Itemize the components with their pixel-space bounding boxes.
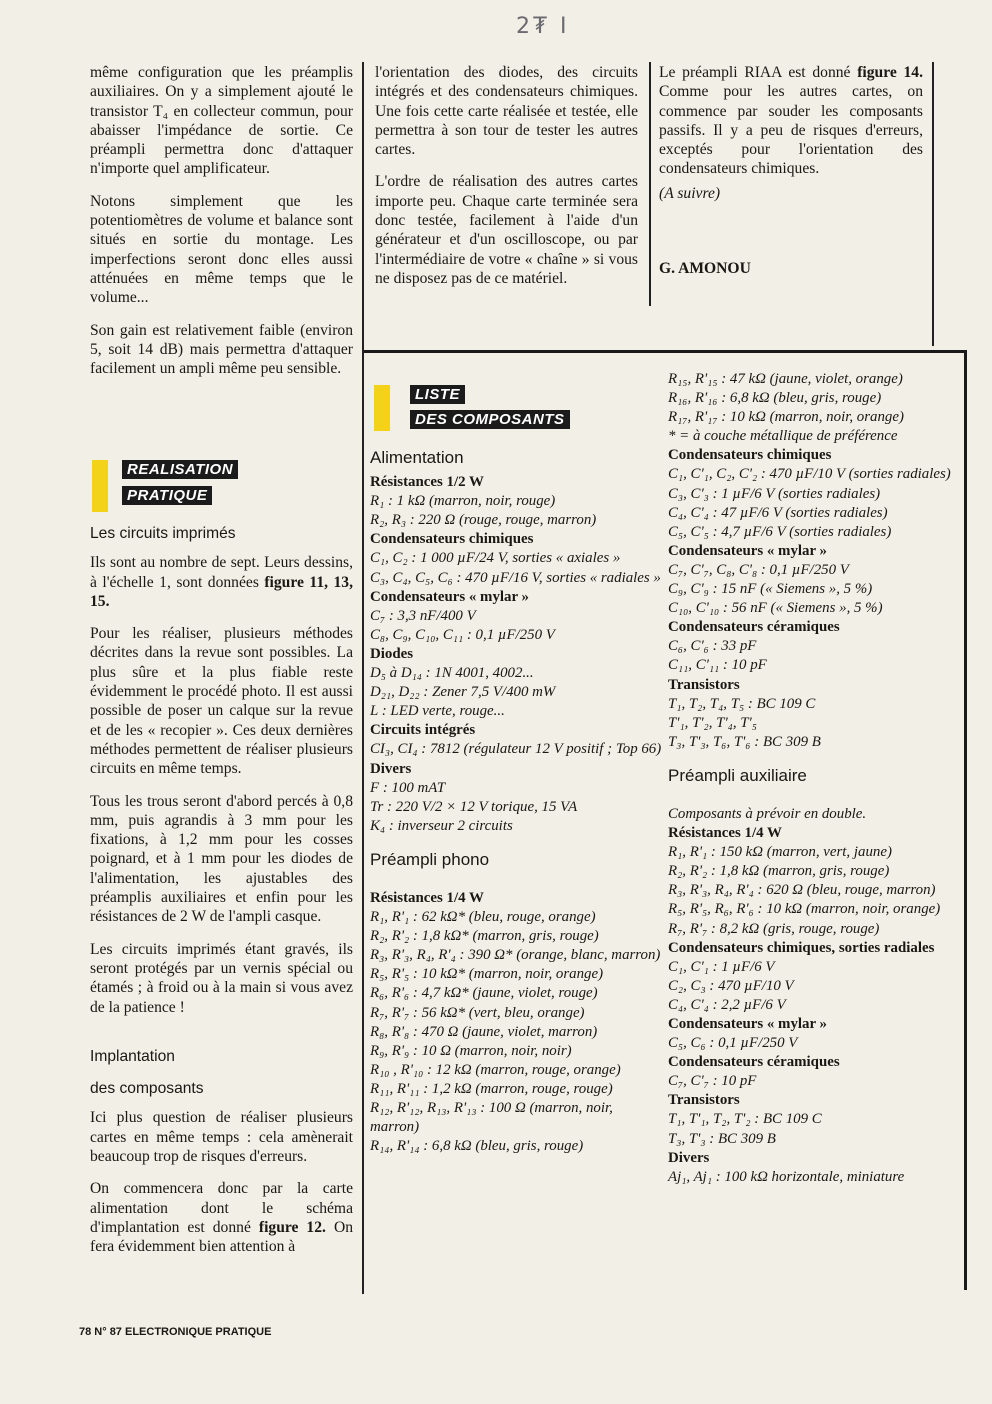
component-entry: C₆, C'₆ : 33 pF bbox=[668, 638, 757, 655]
page-footer: 78 N° 87 ELECTRONIQUE PRATIQUE bbox=[79, 1326, 272, 1338]
component-entry: R₁₅, R'₁₅ : 47 kΩ (jaune, violet, orange) bbox=[668, 371, 903, 387]
component-entry: R₁₀ , R'₁₀ : 12 kΩ (marron, rouge, orange) bbox=[370, 1061, 621, 1078]
component-entry: L : LED verte, rouge... bbox=[370, 703, 505, 720]
column-rule-3 bbox=[932, 62, 934, 346]
component-entry: C₄, C'₄ : 2,2 µF/6 V bbox=[668, 996, 786, 1013]
figure-reference: figure 11, 13, 15. bbox=[90, 573, 353, 610]
heading-accent-bar bbox=[92, 460, 108, 512]
component-entry: * = à couche métallique de préférence bbox=[668, 428, 898, 445]
component-entry: R₃, R'₃, R₄, R'₄ : 620 Ω (bleu, rouge, marron) bbox=[668, 882, 936, 899]
component-category: Condensateurs céramiques bbox=[668, 619, 840, 636]
component-category: Condensateurs « mylar » bbox=[668, 1016, 827, 1032]
paragraph bbox=[659, 63, 923, 179]
paragraph: l'orientation des diodes, des circuits intégrés et des condensateurs chimiques. Une fois cette carte réalisée et testée, elle permettra à son tour de tester les autres cartes. bbox=[375, 64, 638, 159]
component-entry: T₁, T'₁, T₂, T'₂ : BC 109 C bbox=[668, 1111, 822, 1128]
list-spacer bbox=[668, 752, 964, 766]
component-entry: C₁, C'₁, C₂, C'₂ : 470 µF/10 V (sorties radiales) bbox=[668, 466, 951, 483]
component-entry: R₃, R'₃, R₄, R'₄ : 390 Ω* (orange, blanc, marron) bbox=[370, 947, 661, 964]
to-be-continued: (A suivre) bbox=[659, 184, 721, 202]
component-entry: C₇, C'₇, C₈, C'₈ : 0,1 µF/250 V bbox=[668, 561, 849, 578]
component-entry: C₂, C₃ : 470 µF/10 V bbox=[668, 977, 794, 994]
heading-line-2: DES COMPOSANTS bbox=[410, 410, 570, 429]
component-entry: C₅, C'₅ : 4,7 µF/6 V (sorties radiales) bbox=[668, 523, 892, 540]
author-signature: G. AMONOU bbox=[659, 260, 751, 278]
component-category: Transistors bbox=[668, 1092, 740, 1109]
component-category: Condensateurs chimiques bbox=[370, 531, 534, 548]
paragraph: Pour les réaliser, plusieurs méthodes décrites dans la revue sont possibles. La plus sûre et la plus fiable reste évidemment le procédé photo. Il est aussi possible de poser un calque sur la revue et de les « recopier ». Ces deux dernières méthodes permettent de réaliser plusieurs circuits en même temps. bbox=[90, 625, 353, 778]
paragraph-text: On commencera donc par la carte alimentation dont le schéma d'implantation est donné bbox=[90, 1180, 353, 1236]
component-entry: R₂, R'₂ : 1,8 kΩ (marron, gris, rouge) bbox=[668, 863, 890, 880]
paragraph bbox=[90, 553, 353, 611]
column-1 bbox=[90, 63, 353, 391]
paragraph: Ici plus question de réaliser plusieurs cartes en même temps : cela amènerait beaucoup trop de risques d'erreurs. bbox=[90, 1109, 353, 1166]
paragraph: L'ordre de réalisation des autres cartes importe peu. Chaque carte terminée sera donc testée, facilement à l'aide d'un générateur et d'un oscilloscope, ou par l'intermédiaire de votre « chaîne » si vous ne disposez pas de ce matériel. bbox=[375, 173, 638, 287]
figure-reference: figure 14. bbox=[857, 64, 923, 81]
component-entry: C₈, C₉, C₁₀, C₁₁ : 0,1 µF/250 V bbox=[370, 626, 555, 643]
figure-reference: figure 12. bbox=[258, 1218, 326, 1236]
component-entry: Aj₁, Aj₁ : 100 kΩ horizontale, miniature bbox=[668, 1168, 905, 1185]
list-spacer bbox=[370, 836, 663, 850]
component-entry: C₇ : 3,3 nF/400 V bbox=[370, 607, 476, 624]
component-category: Circuits intégrés bbox=[370, 722, 476, 739]
component-entry: R₅, R'₅ : 10 kΩ* (marron, noir, orange) bbox=[370, 966, 604, 983]
heading-line-2: PRATIQUE bbox=[122, 486, 212, 505]
component-category: Condensateurs chimiques, sorties radiales bbox=[668, 939, 935, 956]
component-category: Diodes bbox=[370, 645, 414, 662]
component-entry: C₁, C₂ : 1 000 µF/24 V, sorties « axiales » bbox=[370, 550, 621, 567]
component-category: Résistances 1/4 W bbox=[668, 825, 782, 842]
component-entry: C₉, C'₉ : 15 nF (« Siemens », 5 %) bbox=[668, 581, 873, 598]
component-category: Transistors bbox=[668, 676, 740, 693]
component-entry: C₇, C'₇ : 10 pF bbox=[668, 1073, 757, 1090]
component-entry: Tr : 220 V/2 × 12 V torique, 15 VA bbox=[370, 798, 578, 815]
component-entry: R₂, R₃ : 220 Ω (rouge, rouge, marron) bbox=[370, 512, 597, 529]
subheading: des composants bbox=[90, 1080, 204, 1098]
paragraph: Son gain est relativement faible (environ 5, soit 14 dB) mais permettra d'attaquer facilement un ampli même peu sensible. bbox=[90, 321, 353, 378]
column-3 bbox=[659, 63, 923, 291]
component-entry: K₄ : inverseur 2 circuits bbox=[370, 817, 513, 834]
heading-line-1: REALISATION bbox=[122, 460, 238, 479]
column-rule-2 bbox=[649, 62, 651, 306]
component-entry: C₅, C₆ : 0,1 µF/250 V bbox=[668, 1035, 798, 1052]
heading-accent-bar bbox=[374, 385, 390, 431]
paragraph: Notons simplement que les potentiomètres de volume et balance sont situés en sortie du montage. Les imperfections seront donc elles aussi atténuées en même temps que le volume... bbox=[90, 192, 353, 307]
list-spacer bbox=[668, 791, 964, 805]
component-entry: R₇, R'₇ : 8,2 kΩ (gris, rouge, rouge) bbox=[668, 920, 880, 937]
component-entry: CI₃, CI₄ : 7812 (régulateur 12 V positif ; Top 66) bbox=[370, 741, 662, 758]
component-entry: T₃, T'₃ : BC 309 B bbox=[668, 1130, 776, 1147]
section-title: Préampli phono bbox=[370, 849, 490, 869]
paragraph-text: Le préampli RIAA est donné bbox=[659, 64, 858, 81]
component-entry: F : 100 mAT bbox=[370, 779, 446, 796]
component-category: Condensateurs « mylar » bbox=[370, 588, 529, 605]
component-category: Condensateurs chimiques bbox=[668, 447, 832, 464]
component-entry: R₂, R'₂ : 1,8 kΩ* (marron, gris, rouge) bbox=[370, 928, 599, 945]
handwritten-page-note: 2₮ I bbox=[516, 14, 570, 39]
column-1-lower bbox=[90, 524, 353, 1270]
component-entry: R₁, R'₁ : 62 kΩ* (bleu, rouge, orange) bbox=[370, 909, 596, 926]
component-entry: R₈, R'₈ : 470 Ω (jaune, violet, marron) bbox=[370, 1023, 598, 1040]
component-entry: R₁₄, R'₁₄ : 6,8 kΩ (bleu, gris, rouge) bbox=[370, 1138, 584, 1155]
component-entry: R₁ : 1 kΩ (marron, noir, rouge) bbox=[370, 493, 556, 510]
heading-line-1: LISTE bbox=[410, 385, 465, 404]
component-entry: R₁₇, R'₁₇ : 10 kΩ (marron, noir, orange) bbox=[668, 409, 904, 426]
component-entry: C₁₁, C'₁₁ : 10 pF bbox=[668, 657, 767, 674]
component-entry: C₃, C'₃ : 1 µF/6 V (sorties radiales) bbox=[668, 485, 881, 502]
component-entry: R₅, R'₅, R₆, R'₆ : 10 kΩ (marron, noir, orange) bbox=[668, 901, 941, 918]
component-category: Résistances 1/4 W bbox=[370, 889, 484, 906]
paragraph: même configuration que les préamplis auxiliaires. On y a simplement ajouté le transistor T₄ en collecteur commun, pour abaisser l'impédance de sortie. Ce préampli permettra donc d'attaquer n'importe quel amplificateur. bbox=[90, 64, 353, 178]
component-entry: R₁₁, R'₁₁ : 1,2 kΩ (marron, rouge, rouge) bbox=[370, 1080, 613, 1097]
component-category: Divers bbox=[668, 1149, 710, 1166]
component-entry: C₄, C'₄ : 47 µF/6 V (sorties radiales) bbox=[668, 504, 888, 521]
paragraph-text: Comme pour les autres cartes, on commence par souder les composants passifs. Il y a peu de risques d'erreurs, exceptés pour l'orientation des condensateurs chimiques. bbox=[659, 83, 923, 178]
component-list-heading bbox=[374, 383, 604, 438]
subheading: Les circuits imprimés bbox=[90, 525, 236, 542]
section-title: Alimentation bbox=[370, 448, 464, 467]
component-entry: C₁, C'₁ : 1 µF/6 V bbox=[668, 958, 775, 975]
component-entry: C₁₀, C'₁₀ : 56 nF (« Siemens », 5 %) bbox=[668, 600, 883, 617]
component-entry: D₂₁, D₂₂ : Zener 7,5 V/400 mW bbox=[370, 684, 556, 701]
component-list-right bbox=[668, 370, 964, 1187]
component-entry: R₆, R'₆ : 4,7 kΩ* (jaune, violet, rouge) bbox=[370, 985, 598, 1002]
component-category: Condensateurs céramiques bbox=[668, 1054, 840, 1071]
component-entry: Composants à prévoir en double. bbox=[668, 805, 867, 822]
paragraph: Les circuits imprimés étant gravés, ils seront protégés par un vernis spécial ou étamés ; à froid ou à la main si vous avez de la patience ! bbox=[90, 940, 353, 1016]
component-category: Résistances 1/2 W bbox=[370, 474, 484, 491]
component-category: Condensateurs « mylar » bbox=[668, 542, 827, 559]
paragraph-text: On fera évidemment bien attention à bbox=[90, 1218, 353, 1256]
paragraph-text: Ils sont au nombre de sept. Leurs dessins, à l'échelle 1, sont données bbox=[90, 554, 353, 591]
list-spacer bbox=[370, 875, 663, 889]
component-list-left bbox=[370, 448, 663, 1156]
component-entry: D₅ à D₁₄ : 1N 4001, 4002... bbox=[370, 665, 534, 682]
component-entry: R₉, R'₉ : 10 Ω (marron, noir, noir) bbox=[370, 1042, 572, 1059]
component-entry: R₁, R'₁ : 150 kΩ (marron, vert, jaune) bbox=[668, 844, 892, 861]
component-entry: R₁₆, R'₁₆ : 6,8 kΩ (bleu, gris, rouge) bbox=[668, 390, 882, 407]
component-entry: R₁₂, R'₁₂, R₁₃, R'₁₃ : 100 Ω (marron, noir, marron) bbox=[370, 1100, 613, 1136]
component-category: Divers bbox=[370, 760, 412, 777]
component-entry: T'₁, T'₂, T'₄, T'₅ bbox=[668, 714, 757, 731]
column-2 bbox=[375, 63, 638, 301]
component-entry: R₇, R'₇ : 56 kΩ* (vert, bleu, orange) bbox=[370, 1004, 585, 1021]
component-entry: T₃, T'₃, T₆, T'₆ : BC 309 B bbox=[668, 733, 821, 750]
component-entry: T₁, T₂, T₄, T₅ : BC 109 C bbox=[668, 695, 816, 712]
subheading: Implantation bbox=[90, 1047, 175, 1065]
component-entry: C₃, C₄, C₅, C₆ : 470 µF/16 V, sorties « radiales » bbox=[370, 569, 661, 586]
paragraph bbox=[90, 1179, 353, 1256]
realisation-heading bbox=[92, 458, 272, 513]
paragraph: Tous les trous seront d'abord percés à 0,8 mm, puis agrandis à 3 mm pour les fixations, à 1,2 mm pour les cosses poignard, et à 1 mm pour les diodes de l'alimentation, les ajustables des préamplis auxiliaires et enfin pour les résistances de 2 W de l'ampli casque. bbox=[90, 792, 353, 926]
section-title: Préampli auxiliaire bbox=[668, 765, 807, 785]
